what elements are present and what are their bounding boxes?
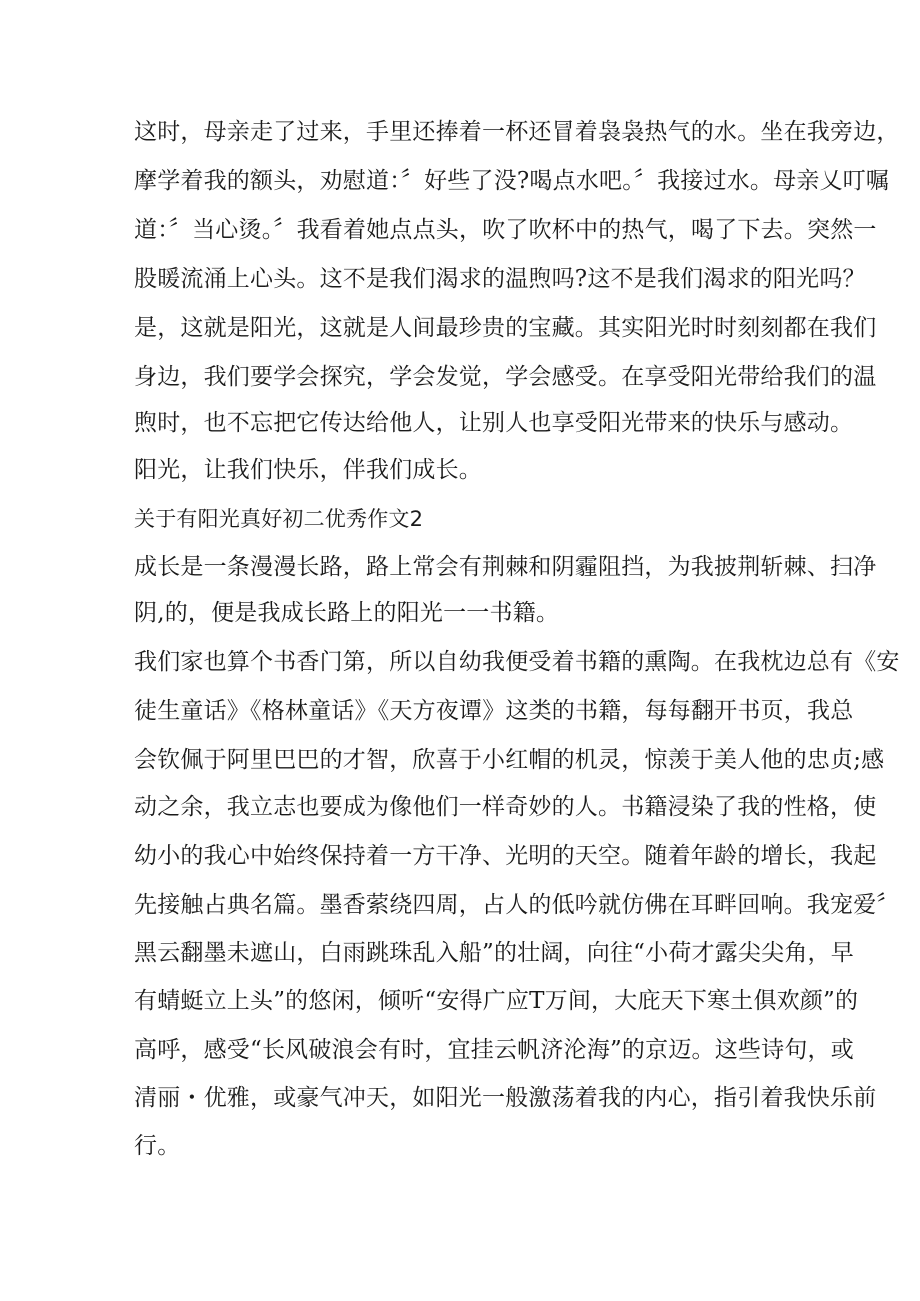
paragraph-2-line-2: 身边，我们要学会探究，学会发觉，学会感受。在享受阳光带给我们的温 [134,364,877,390]
paragraph-1-line-4: 股暖流涌上心头。这不是我们渴求的温煦吗?这不是我们渴求的阳光吗？ [134,266,866,292]
paragraph-5-line-11: 行。 [134,1133,181,1159]
paragraph-5-line-1: 我们家也算个书香门第，所以自幼我便受着书籍的熏陶。在我枕边总有《安 [134,649,900,675]
paragraph-2-line-3: 煦时，也不忘把它传达给他人，让别人也享受阳光带来的快乐与感动。 [134,410,854,436]
paragraph-1-line-3: 道：〞当心烫。〞我看着她点点头，吹了吹杯中的热气，喝了下去。突然一 [134,217,877,243]
paragraph-3-line-1: 阳光，让我们快乐，伴我们成长。 [134,457,482,483]
paragraph-5-line-4: 动之余，我立志也要成为像他们一样奇妙的人。书籍浸染了我的性格，使 [134,794,877,820]
paragraph-5-line-8: 有蜻蜓立上头”的悠闲，倾听“安得广应T万间，大庇天下寒土俱欢颜”的 [134,988,859,1014]
paragraph-5-line-6: 先接触占典名篇。墨香萦绕四周，占人的低吟就仿佛在耳畔回响。我宠爱〞 [134,892,900,918]
paragraph-1-line-2: 摩学着我的额头，劝慰道：〞好些了没?喝点水吧。〞我接过水。母亲乂叮嘱 [134,168,890,194]
paragraph-2-line-1: 是，这就是阳光，这就是人间最珍贵的宝藏。其实阳光时时刻刻都在我们 [134,315,877,341]
paragraph-5-line-3: 会钦佩于阿里巴巴的才智，欣喜于小红帽的机灵，惊羡于美人他的忠贞;感 [134,747,885,773]
paragraph-5-line-9: 高呼，感受“长风破浪会有时，宜挂云帆济沦海”的京迈。这些诗句，或 [134,1037,854,1063]
paragraph-1-line-1: 这时，母亲走了过来，手里还捧着一杯还冒着袅袅热气的水。坐在我旁边， [134,119,900,145]
paragraph-4-line-1: 成长是一条漫漫长路，路上常会有荆棘和阴霾阻挡，为我披荆斩棘、扫净 [134,554,877,580]
paragraph-4-line-2: 阴,的，便是我成长路上的阳光一一书籍。 [134,600,560,626]
paragraph-5-line-10: 清丽・优雅，或豪气冲天，如阳光一般激荡着我的内心，指引着我快乐前 [134,1085,877,1111]
paragraph-5-line-7: 黑云翻墨未遮山，白雨跳珠乱入船”的壮阔，向往“小荷才露尖尖角，早 [134,940,854,966]
section-heading: 关于有阳光真好初二优秀作文2 [134,507,424,531]
paragraph-5-line-5: 幼小的我心中始终保持着一方干净、光明的天空。随着年龄的增长，我起 [134,843,877,869]
paragraph-5-line-2: 徒生童话》《格林童话》《天方夜谭》这类的书籍，每每翻开书页，我总 [134,698,854,724]
